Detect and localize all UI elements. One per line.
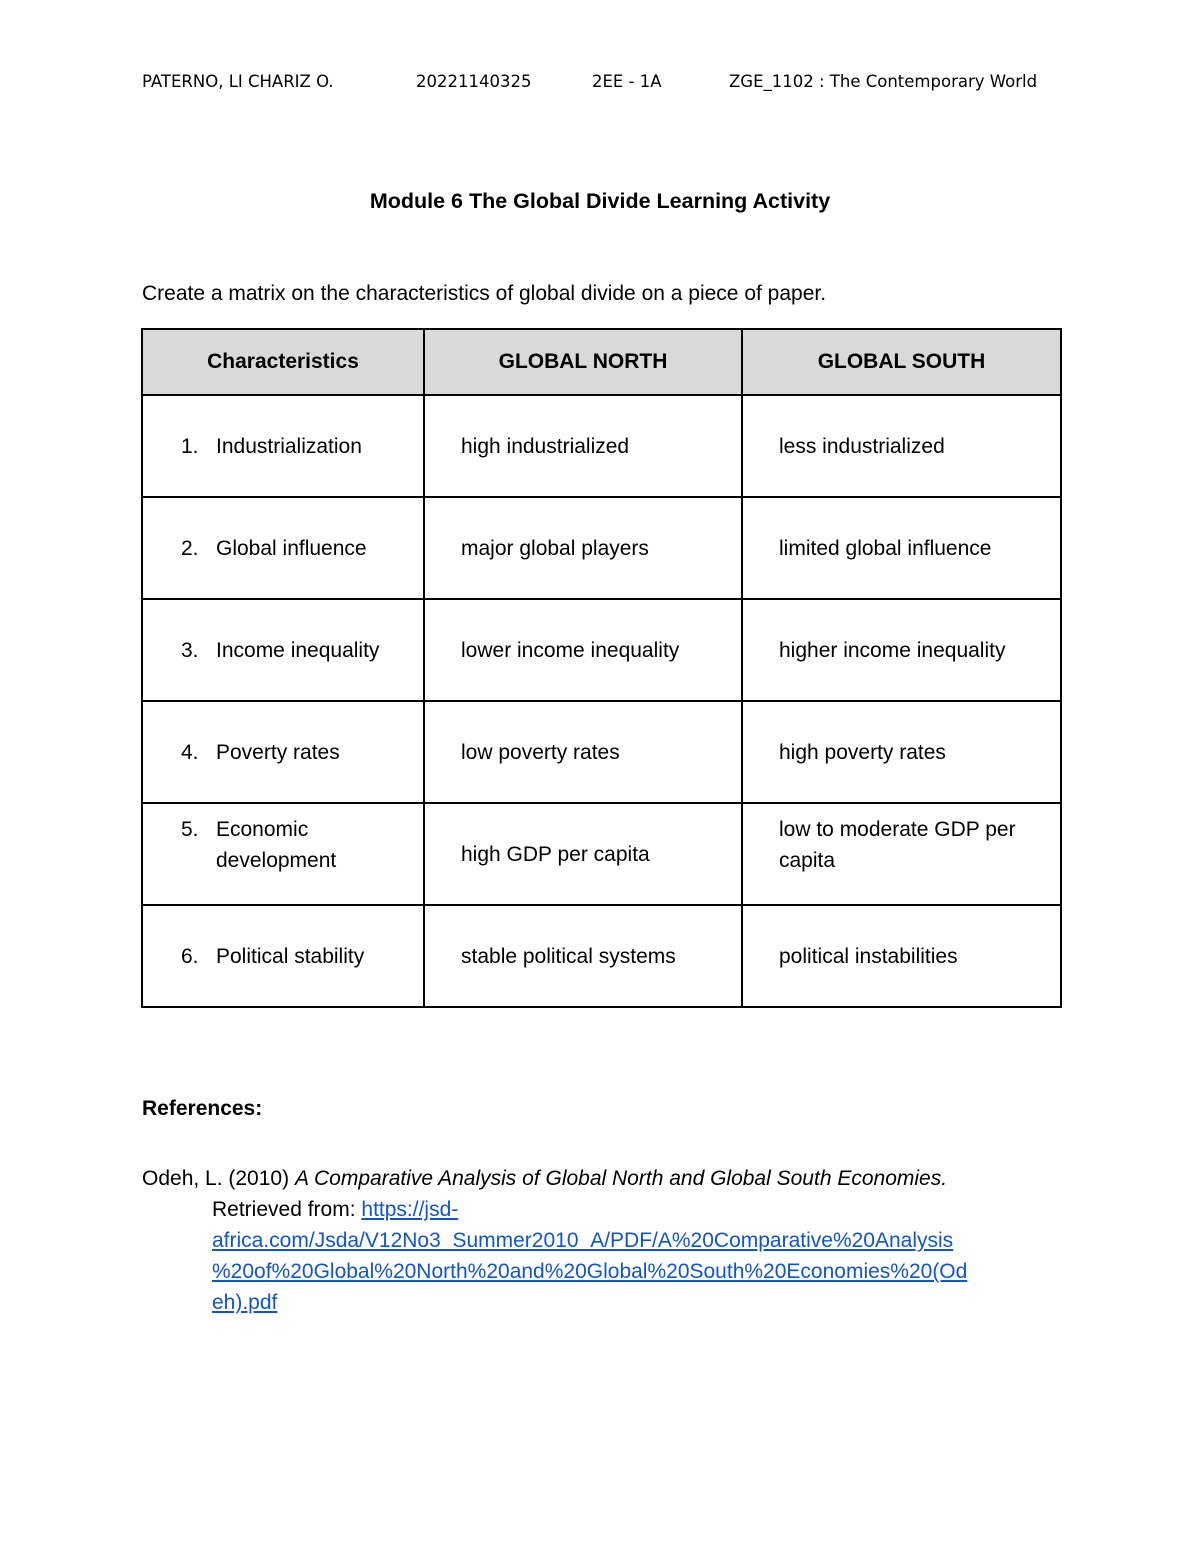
table-row <box>142 497 1061 599</box>
global-divide-matrix <box>141 328 1062 1008</box>
table-row <box>142 701 1061 803</box>
south-cell: low to moderate GDP per capita <box>742 803 1061 905</box>
references-heading: References: <box>142 1097 263 1120</box>
table-row <box>142 803 1061 905</box>
south-cell: high poverty rates <box>742 701 1061 803</box>
reference-link-part[interactable]: africa.com/Jsda/V12No3_Summer2010_A/PDF/A%20Comparative%20Analysis <box>212 1229 954 1252</box>
reference-work-title: A Comparative Analysis of Global North and Global South Economies. <box>294 1167 948 1190</box>
header-global-north: GLOBAL NORTH <box>424 329 742 395</box>
reference-link-part[interactable]: eh).pdf <box>212 1291 278 1314</box>
south-cell: limited global influence <box>742 497 1061 599</box>
row-number: 6. <box>181 944 199 968</box>
page-title: Module 6 The Global Divide Learning Activity <box>369 189 831 213</box>
row-number: 3. <box>181 638 199 662</box>
header-global-south: GLOBAL SOUTH <box>742 329 1061 395</box>
north-cell: high GDP per capita <box>424 803 742 905</box>
student-id: 20221140325 <box>416 72 532 91</box>
reference-author-year: Odeh, L. (2010) <box>142 1167 290 1190</box>
south-cell: less industrialized <box>742 395 1061 497</box>
characteristic-cell <box>142 701 424 803</box>
north-cell: low poverty rates <box>424 701 742 803</box>
table-row <box>142 905 1061 1007</box>
student-name: PATERNO, LI CHARIZ O. <box>142 72 334 91</box>
characteristic-label: Poverty rates <box>216 740 340 764</box>
instruction-text: Create a matrix on the characteristics of global divide on a piece of paper. <box>142 282 827 305</box>
south-cell: political instabilities <box>742 905 1061 1007</box>
course-label: ZGE_1102 : The Contemporary World <box>729 72 1038 91</box>
table-header-row <box>142 329 1061 395</box>
characteristic-label: Global influence <box>216 536 367 560</box>
characteristic-cell <box>142 905 424 1007</box>
north-cell: major global players <box>424 497 742 599</box>
header-characteristics: Characteristics <box>142 329 424 395</box>
characteristic-cell <box>142 497 424 599</box>
characteristic-cell <box>142 599 424 701</box>
characteristic-label: Political stability <box>216 944 365 968</box>
north-cell: lower income inequality <box>424 599 742 701</box>
characteristic-label: Economic development <box>216 818 337 872</box>
row-number: 1. <box>181 434 199 458</box>
north-cell: stable political systems <box>424 905 742 1007</box>
table-row <box>142 395 1061 497</box>
north-cell: high industrialized <box>424 395 742 497</box>
section-label: 2EE - 1A <box>592 72 662 91</box>
characteristic-cell <box>142 803 424 905</box>
characteristic-label: Industrialization <box>216 434 362 458</box>
row-number: 5. <box>181 818 199 841</box>
south-cell: higher income inequality <box>742 599 1061 701</box>
retrieved-label: Retrieved from: <box>212 1198 356 1221</box>
reference-link-part[interactable]: https://jsd- <box>361 1198 459 1221</box>
reference-link-part[interactable]: %20of%20Global%20North%20and%20Global%20South%20Economies%20(Od <box>212 1260 968 1283</box>
page-header <box>0 72 1200 98</box>
characteristic-cell <box>142 395 424 497</box>
characteristic-label: Income inequality <box>216 638 380 662</box>
row-number: 2. <box>181 536 199 560</box>
row-number: 4. <box>181 740 199 764</box>
table-row <box>142 599 1061 701</box>
reference-entry <box>142 1163 1062 1318</box>
